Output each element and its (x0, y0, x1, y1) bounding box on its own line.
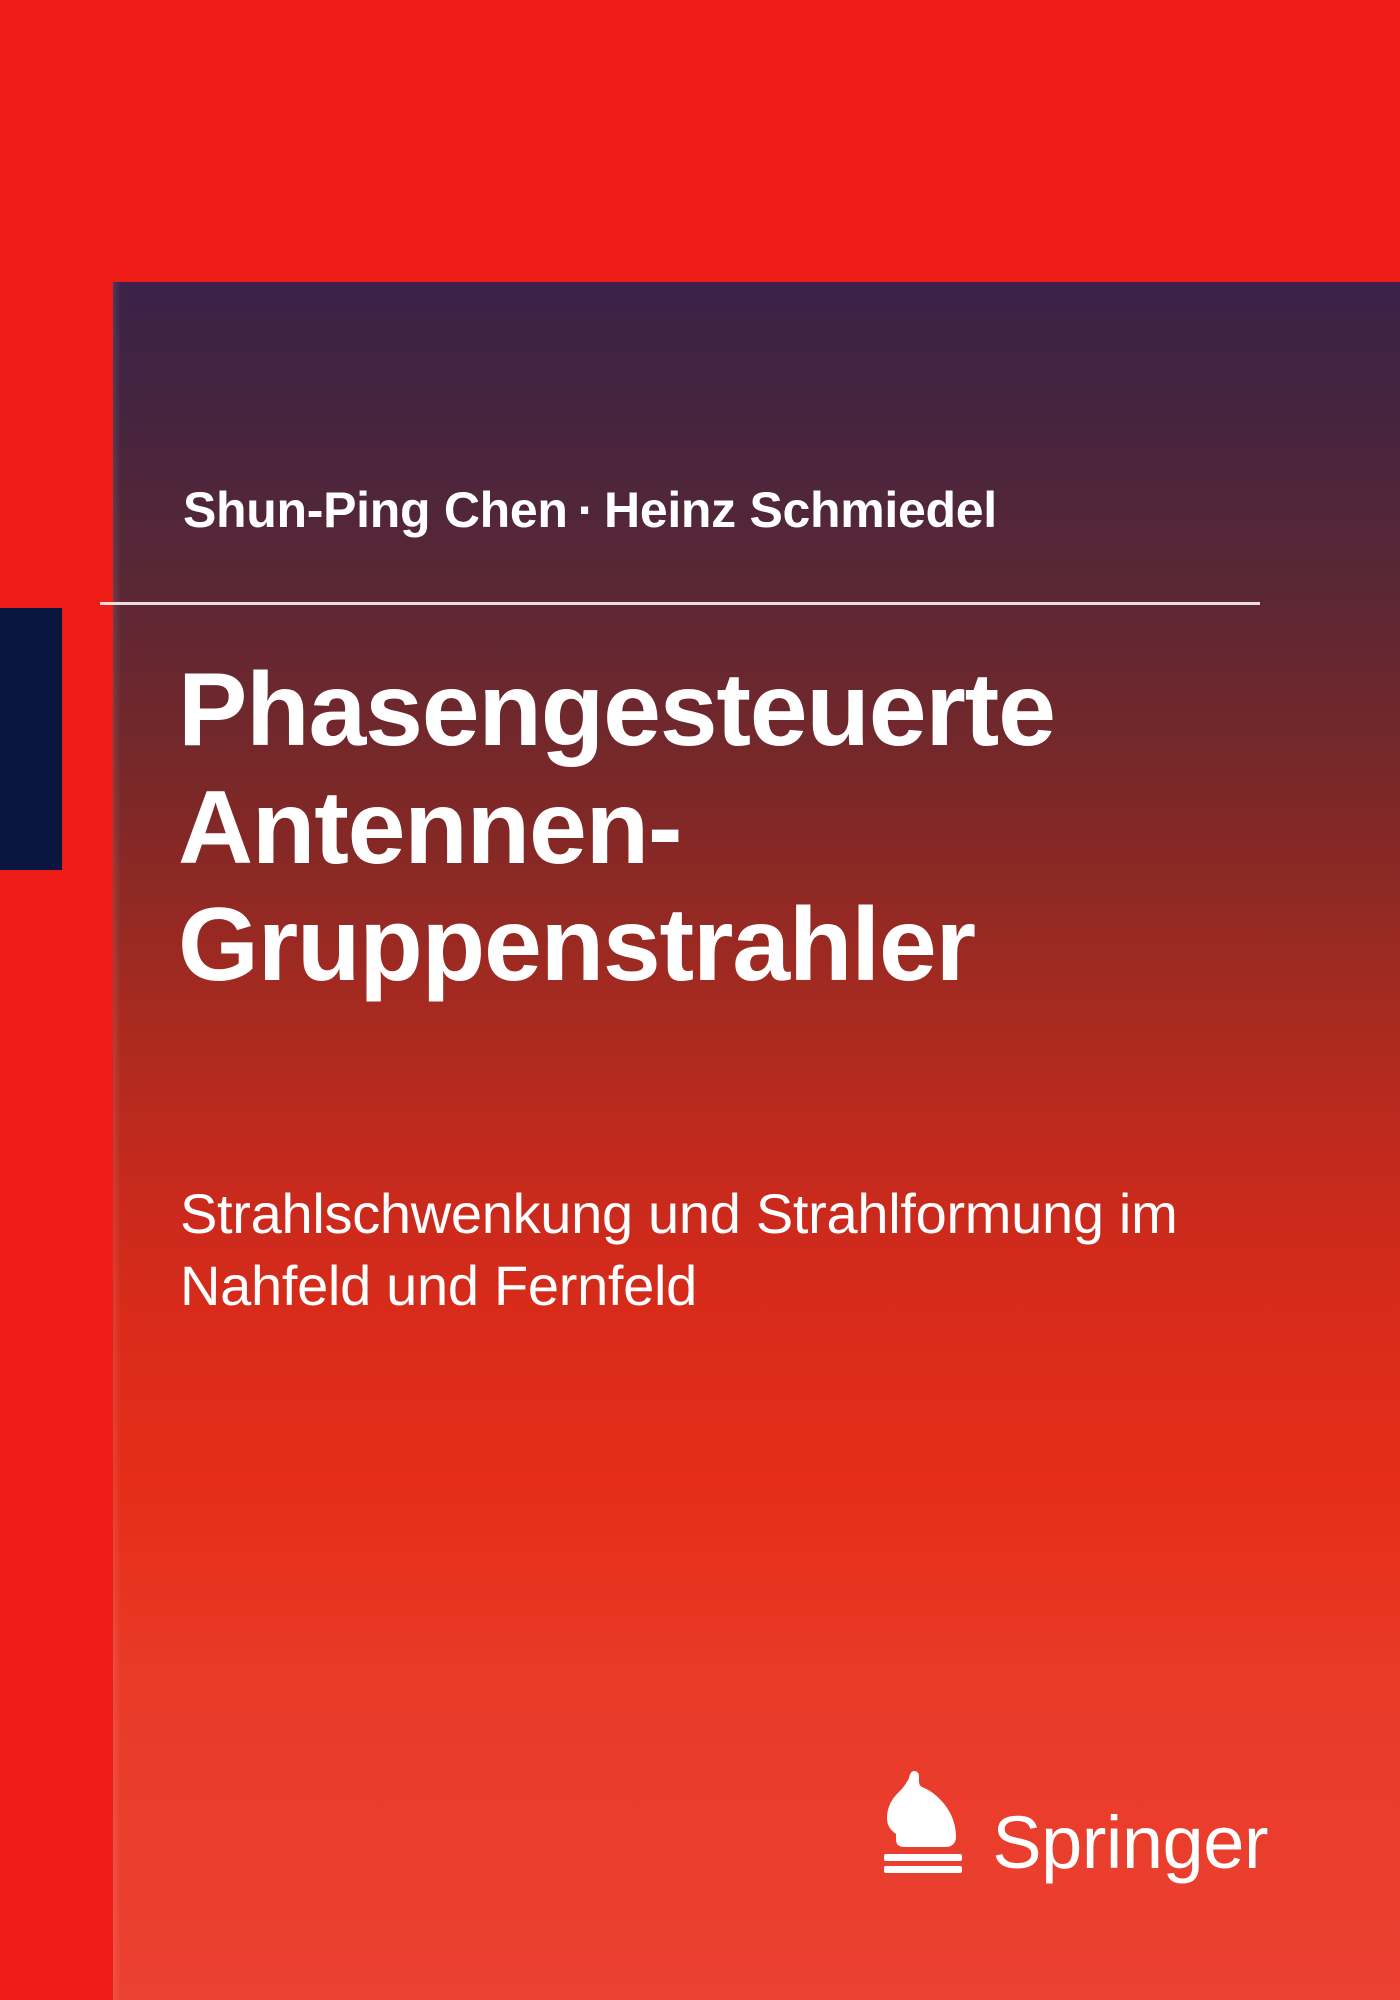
subtitle-line-2: Nahfeld und Fernfeld (180, 1253, 698, 1317)
title-line-2: Antennen- (178, 769, 682, 886)
cover-gradient-panel (113, 282, 1400, 2000)
book-title (178, 652, 1248, 1005)
author-first: Shun-Ping Chen (183, 482, 568, 538)
subtitle-line-1: Strahlschwenkung und Strahlformung im (180, 1182, 1178, 1245)
panel-edge-highlight (113, 282, 121, 2000)
author-line (183, 482, 1283, 540)
springer-knight-chess-icon (876, 1770, 970, 1882)
divider-rule (100, 602, 1260, 605)
publisher-logo (876, 1770, 1268, 1882)
author-second: Heinz Schmiedel (604, 482, 997, 538)
title-line-3: Gruppenstrahler (178, 887, 975, 1004)
publisher-name: Springer (992, 1800, 1268, 1884)
book-subtitle (180, 1178, 1260, 1321)
title-line-1: Phasengesteuerte (178, 652, 1055, 768)
author-separator: · (577, 482, 595, 538)
spine-accent-block (0, 608, 62, 870)
